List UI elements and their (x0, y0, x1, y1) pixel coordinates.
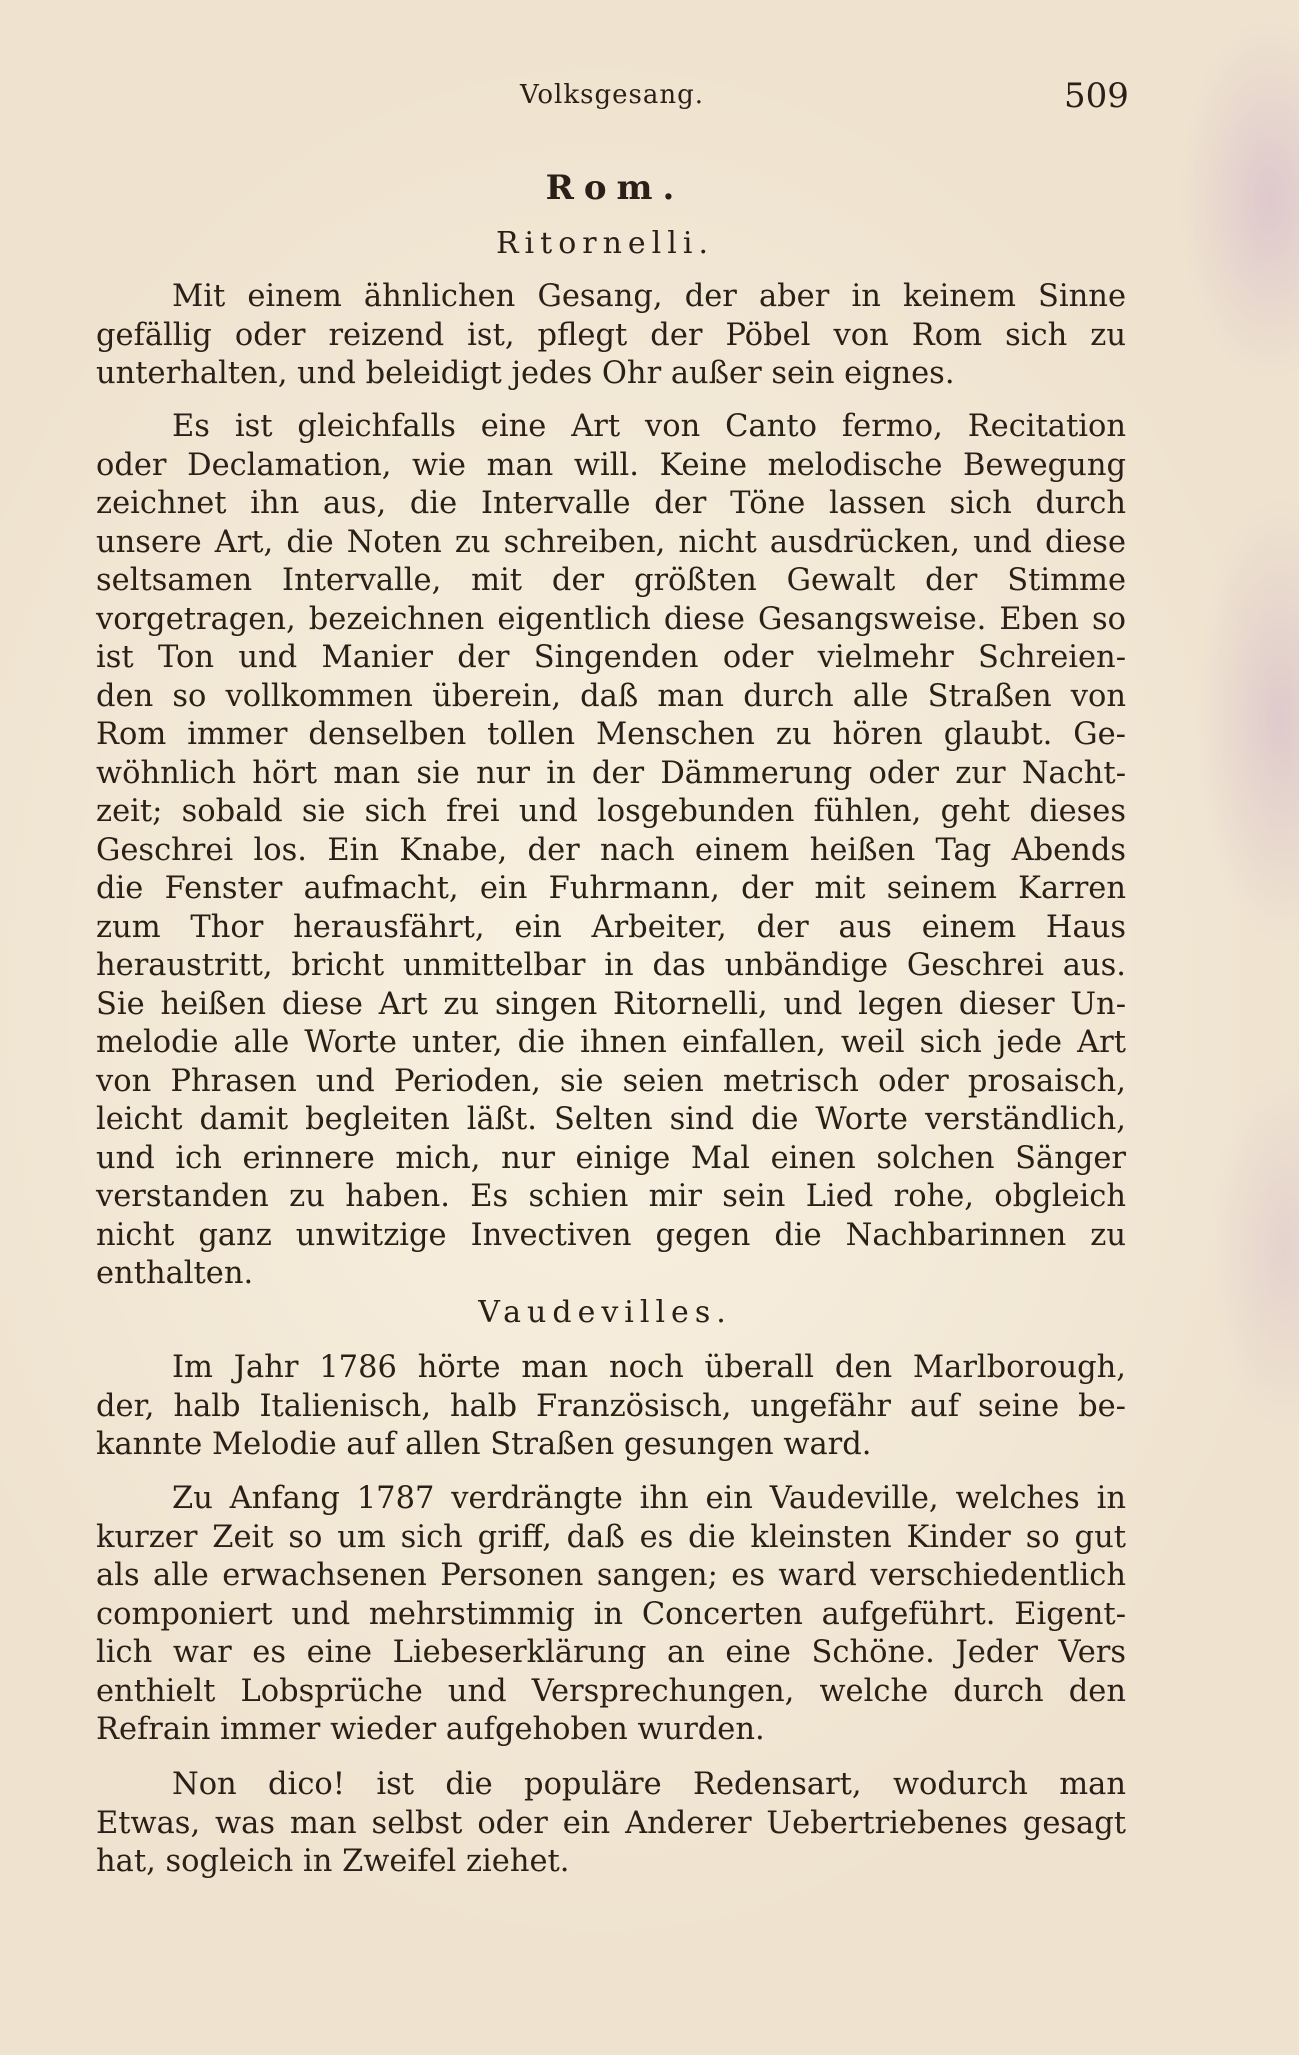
subtitle-vaudevilles: Vaudevilles. (478, 1295, 732, 1330)
text-line: die Fenster aufmacht, ein Fuhrmann, der mit seinem Karren (96, 871, 1126, 906)
text-line: melodie alle Worte unter, die ihnen einfallen, weil sich jede Art (96, 1025, 1126, 1060)
page-number: 509 (1064, 76, 1129, 116)
text-line: Geschrei los. Ein Knabe, der nach einem heißen Tag Abends (96, 832, 1126, 868)
text-line: der, halb Italienisch, halb Französisch, ungefähr auf seine be- (96, 1388, 1126, 1424)
text-line: Rom immer denselben tollen Menschen zu hören glaubt. Ge- (96, 717, 1126, 752)
text-line: von Phrasen und Perioden, sie seien metrisch oder prosaisch, (96, 1063, 1126, 1099)
paragraph-3 (96, 1349, 1126, 1465)
text-line: enthalten. (96, 1256, 254, 1291)
paragraph-4 (96, 1480, 1126, 1750)
text-line: hat, sogleich in Zweifel ziehet. (96, 1844, 570, 1879)
text-line: seltsamen Intervalle, mit der größten Gewalt der Stimme (96, 563, 1126, 598)
text-line: unterhalten, und beleidigt jedes Ohr außer sein eignes. (96, 356, 955, 391)
running-head: Volksgesang. (520, 80, 704, 110)
text-line: componiert und mehrstimmig in Concerten aufgeführt. Eigent- (96, 1596, 1126, 1632)
text-line: oder Declamation, wie man will. Keine melodische Bewegung (96, 447, 1126, 483)
text-line: vorgetragen, bezeichnen eigentlich diese Gesangsweise. Eben so (96, 601, 1126, 637)
text-line: den so vollkommen überein, daß man durch alle Straßen von (96, 678, 1126, 714)
text-line: Non dico! ist die populäre Redensart, wodurch man (172, 1767, 1126, 1802)
text-line: zum Thor herausfährt, ein Arbeiter, der aus einem Haus (96, 909, 1126, 945)
text-line: kannte Melodie auf allen Straßen gesungen ward. (96, 1427, 872, 1462)
text-line: Es ist gleichfalls eine Art von Canto fermo, Recitation (172, 409, 1126, 444)
text-line: heraustritt, bricht unmittelbar in das unbändige Geschrei aus. (96, 948, 1126, 983)
paragraph-2 (96, 408, 1126, 1294)
text-line: zeit; sobald sie sich frei und losgebunden fühlen, geht dieses (96, 794, 1126, 829)
text-line: zeichnet ihn aus, die Intervalle der Töne lassen sich durch (96, 486, 1126, 521)
text-line: ist Ton und Manier der Singenden oder vielmehr Schreien- (96, 640, 1126, 675)
section-title: Rom. (545, 168, 685, 208)
text-line: Etwas, was man selbst oder ein Anderer Uebertriebenes gesagt (96, 1805, 1126, 1841)
text-line: und ich erinnere mich, nur einige Mal einen solchen Sänger (96, 1140, 1126, 1176)
text-line: Sie heißen diese Art zu singen Ritornelli, und legen dieser Un- (96, 986, 1126, 1022)
text-line: Zu Anfang 1787 verdrängte ihn ein Vaudeville, welches in (172, 1481, 1126, 1516)
text-line: gefällig oder reizend ist, pflegt der Pöbel von Rom sich zu (96, 317, 1126, 353)
text-line: Mit einem ähnlichen Gesang, der aber in keinem Sinne (172, 279, 1126, 314)
text-line: enthielt Lobsprüche und Versprechungen, welche durch den (96, 1673, 1126, 1709)
text-line: verstanden zu haben. Es schien mir sein Lied rohe, obgleich (96, 1179, 1126, 1214)
text-line: kurzer Zeit so um sich griff, daß es die kleinsten Kinder so gut (96, 1519, 1126, 1555)
paragraph-5 (96, 1766, 1126, 1882)
subtitle-ritornelli: Ritornelli. (495, 226, 715, 261)
text-line: Refrain immer wieder aufgehoben wurden. (96, 1712, 765, 1747)
text-line: wöhnlich hört man sie nur in der Dämmerung oder zur Nacht- (96, 755, 1126, 791)
text-line: Im Jahr 1786 hörte man noch überall den Marlborough, (172, 1350, 1126, 1385)
text-line: unsere Art, die Noten zu schreiben, nicht ausdrücken, und diese (96, 524, 1126, 560)
text-line: lich war es eine Liebeserklärung an eine Schöne. Jeder Vers (96, 1635, 1126, 1670)
paragraph-1 (96, 278, 1126, 394)
text-line: nicht ganz unwitzige Invectiven gegen die Nachbarinnen zu (96, 1217, 1126, 1253)
text-line: als alle erwachsenen Personen sangen; es ward verschiedentlich (96, 1558, 1126, 1593)
text-line: leicht damit begleiten läßt. Selten sind die Worte verständlich, (96, 1102, 1126, 1137)
